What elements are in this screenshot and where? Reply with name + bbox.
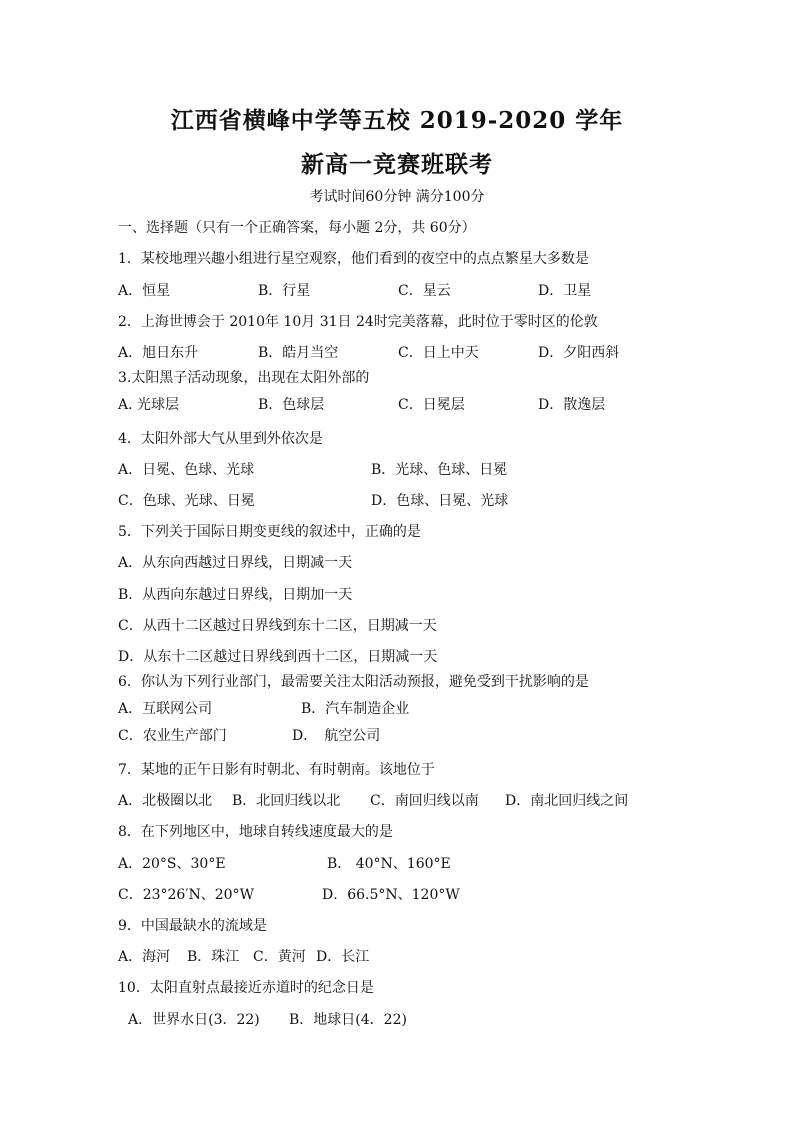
page-title-line1: 江西省横峰中学等五校 2019-2020 学年: [170, 107, 624, 134]
question-stem: 3.太阳黑子活动现象，出现在太阳外部的: [118, 370, 370, 386]
option: A．互联网公司: [118, 701, 213, 717]
option: A．从东向西越过日界线，日期减一天: [118, 555, 353, 571]
option: B．从西向东越过日界线，日期加一天: [118, 587, 353, 603]
option: D．色球、日冕、光球: [371, 493, 509, 509]
question-stem: 2．上海世博会于 2010年 10月 31日 24时完美落幕，此时位于零时区的伦敦: [118, 314, 598, 330]
option: C．黄河: [253, 949, 306, 965]
option: B．汽车制造企业: [301, 701, 410, 717]
question-stem: 1．某校地理兴趣小组进行星空观察，他们看到的夜空中的点点繁星大多数是: [118, 251, 589, 267]
option: A．旭日东升: [118, 345, 199, 361]
option: B． 40°N、160°E: [327, 856, 451, 872]
option: C．色球、光球、日冕: [118, 493, 255, 509]
question-stem: 5．下列关于国际日期变更线的叙述中，正确的是: [118, 524, 421, 540]
option: A．日冕、色球、光球: [118, 462, 255, 478]
page-title-line2: 新高一竞赛班联考: [301, 151, 493, 178]
exam-info: 考试时间60分钟 满分100分: [309, 189, 485, 205]
question-stem: 8．在下列地区中，地球自转线速度最大的是: [118, 824, 393, 840]
option: D．散逸层: [538, 397, 606, 413]
option: B．行星: [258, 283, 311, 299]
option: C．从西十二区越过日界线到东十二区，日期减一天: [118, 618, 437, 634]
question-stem: 7．某地的正午日影有时朝北、有时朝南。该地位于: [118, 762, 435, 778]
option: A．世界水日(3．22): [128, 1012, 260, 1028]
option: B．皓月当空: [258, 345, 339, 361]
option: B．色球层: [258, 397, 325, 413]
option: D．卫星: [538, 283, 592, 299]
option: C．农业生产部门: [118, 728, 227, 744]
question-stem: 6．你认为下列行业部门，最需要关注太阳活动预报，避免受到干扰影响的是: [118, 674, 589, 690]
option: D． 航空公司: [292, 728, 381, 744]
option: A．20°S、30°E: [118, 856, 226, 872]
option: A．海河: [118, 949, 171, 965]
section-heading: 一、选择题（只有一个正确答案，每小题 2分，共 60分）: [118, 220, 476, 236]
option: B．光球、色球、日冕: [371, 462, 508, 478]
option: C．星云: [398, 283, 451, 299]
option: C．日冕层: [398, 397, 465, 413]
question-stem: 10．太阳直射点最接近赤道时的纪念日是: [118, 980, 374, 996]
option: B．北回归线以北: [232, 793, 341, 809]
option: D．长江: [316, 949, 370, 965]
option: B．地球日(4．22): [289, 1012, 407, 1028]
option: C．日上中天: [398, 345, 479, 361]
option: C．南回归线以南: [370, 793, 479, 809]
question-stem: 9．中国最缺水的流域是: [118, 918, 267, 934]
option: A．北极圈以北: [118, 793, 213, 809]
option: D．66.5°N、120°W: [322, 887, 460, 903]
option: A．恒星: [118, 283, 171, 299]
option: D．南北回归线之间: [505, 793, 629, 809]
option: D．夕阳西斜: [538, 345, 620, 361]
option: D．从东十二区越过日界线到西十二区，日期减一天: [118, 649, 438, 665]
option: C．23°26′N、20°W: [118, 887, 254, 903]
option: A. 光球层: [118, 397, 180, 413]
question-stem: 4．太阳外部大气从里到外依次是: [118, 431, 323, 447]
option: B．珠江: [187, 949, 240, 965]
